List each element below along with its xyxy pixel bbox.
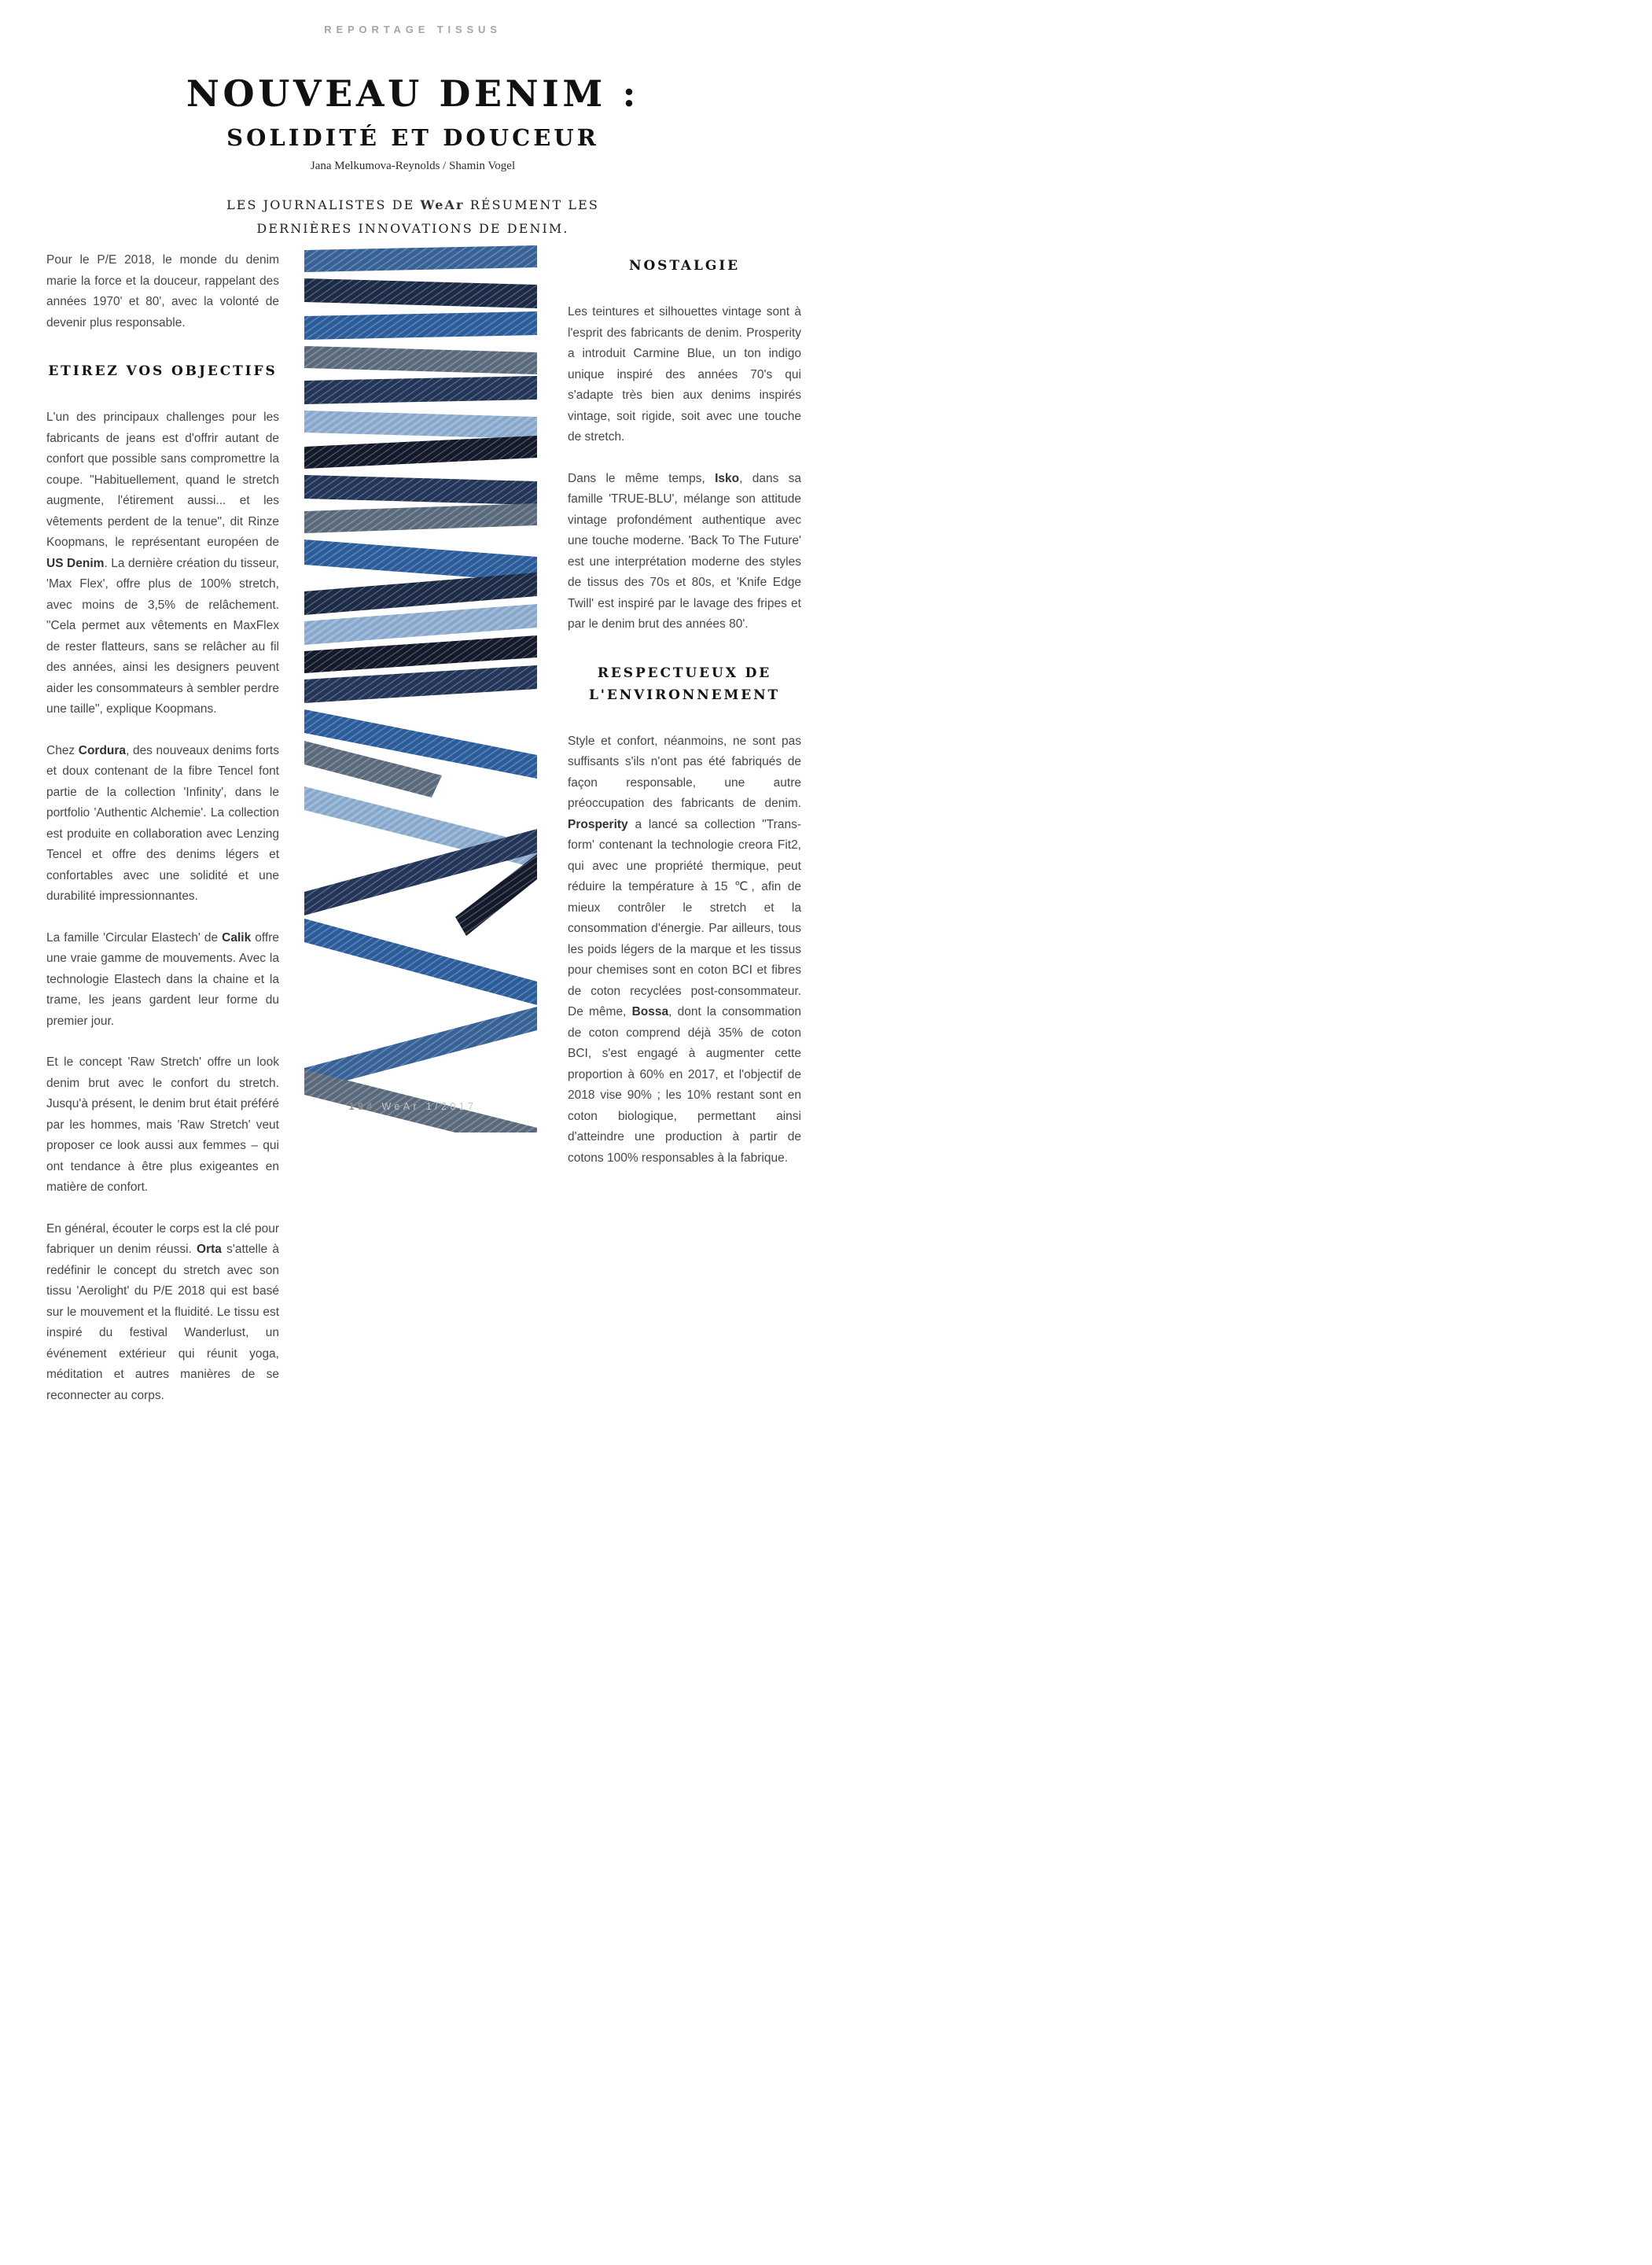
body-paragraph: En général, écouter le corps est la clé pour fabriquer un denim réussi. Orta s'attelle à redéfinir le concept du stretch avec son tissu 'Aerolight' du P/E 2018 qui est basé sur le mouvement et la fluidité. Le tissu est inspiré du festival Wanderlust, un événement extérieur qui réunit yoga, méditation et autres manières de se reconnecter au corps. (46, 1221, 279, 1402)
body-paragraph: Et le concept 'Raw Stretch' offre un look denim brut avec le confort du stretch. Jusqu'à présent, le denim brut était préféré par les hommes, mais 'Raw Stretch' veut proposer ce look aussi aux femmes – qui ont tendance à être plus exigeantes en matière de confort. (46, 1055, 279, 1195)
denim-strip-texture (304, 278, 537, 308)
body-paragraph: L'un des principaux challenges pour les fabricants de jeans est d'offrir autant de confort que possible sans compromettre la coupe. "Habituellement, quand le stretch augmente, l'étirement aussi... et les vêtements perdent de la tenue", dit Rinze Koopmans, le représentant européen de US Denim. La dernière création du tisseur, 'Max Flex', offre plus de 100% stretch, avec moins de 3,5% de relâchement. "Cela permet aux vêtements en MaxFlex de rester flatteurs, sans se relâcher au fil des années, ainsi les designers peuvent aider les consommateurs à sembler perdre une taille", explique Koopmans. (46, 411, 279, 716)
denim-strip-texture (304, 245, 537, 272)
body-paragraph: Les teintures et silhouettes vintage sont à l'esprit des fabricants de denim. Prosperity a introduit Carmine Blue, un ton indigo unique inspiré des années 70's qui s'adapte très bien aux denims inspirés vintage, soit rigide, soit avec une touche de stretch. (568, 305, 801, 444)
page-number: 194 (348, 1101, 376, 1112)
body-paragraph: Pour le P/E 2018, le monde du denim marie la force et la douceur, rappelant des années 1970' et 80', avec la volonté de devenir plus responsable. (46, 253, 279, 330)
column-heading: NOSTALGIE (629, 258, 740, 274)
denim-strip-texture (304, 475, 537, 505)
denim-strip-texture (304, 503, 537, 533)
denim-ribbon-svg (304, 245, 537, 1132)
page-footer (0, 1101, 826, 1112)
intro-deck (0, 193, 826, 240)
denim-strip-texture (304, 311, 537, 340)
denim-ribbon-illustration (304, 245, 537, 1132)
intro-line: DERNIÈRES INNOVATIONS DE DENIM. (256, 220, 569, 236)
denim-strip-texture (304, 411, 537, 439)
magazine-page (0, 0, 826, 1402)
denim-strip-texture (304, 346, 537, 374)
byline: Jana Melkumova-Reynolds / Shamin Vogel (310, 160, 516, 172)
intro-line: LES JOURNALISTES DE WeAr RÉSUMENT LES (226, 197, 599, 212)
denim-strip-texture (304, 376, 537, 404)
denim-strip-texture (304, 436, 537, 469)
article-subtitle: SOLIDITÉ ET DOUCEUR (226, 124, 599, 151)
column-heading: RESPECTUEUX DE L'ENVIRONNEMENT (588, 665, 781, 703)
section-kicker: REPORTAGE TISSUS (324, 24, 502, 35)
right-column (568, 250, 801, 1189)
denim-strip-texture (304, 919, 537, 1005)
denim-strip-texture (304, 665, 537, 703)
body-paragraph: Dans le même temps, Isko, dans sa famille 'TRUE-BLU', mélange son attitude vintage profondément authentique avec une touche moderne. 'Back To The Future' est une interprétation moderne des styles de tissus des 70s et 80s, et 'Knife Edge Twill' est inspiré par le lavage des fripes et par le denim brut des années 80'. (568, 471, 801, 632)
magazine-issue: WeAr 1/2017 (381, 1101, 477, 1112)
body-paragraph: La famille 'Circular Elastech' de Calik offre une vraie gamme de mouvements. Avec la technologie Elastech dans la chaine et la trame, les jeans gardent leur forme du premier jour. (46, 930, 279, 1028)
body-paragraph: Style et confort, néanmoins, ne sont pas suffisants s'ils n'ont pas été fabriqués de façon responsable, une autre préoccupation des fabricants de denim. Prosperity a lancé sa collection "Trans-form' contenant la technologie creora Fit2, qui avec une propriété thermique, peut réduire la température à 15 ℃, afin de mieux contrôler le stretch et la consommation d'énergie. Par ailleurs, tous les poids légers de la marque et les tissus pour chemises sont en coton BCI et fibres de coton recyclées post-consommateur. De même, Bossa, dont la consommation de coton comprend déjà 35% de coton BCI, s'est engagé à augmenter cette proportion à 60% en 2017, et l'objectif de 2018 vise 90% ; les 10% restant sont en coton biologique, permettant ainsi d'atteindre une production à partir de cotons 100% responsables à la fabrique. (568, 734, 801, 1165)
article-title: NOUVEAU DENIM : (186, 72, 640, 115)
column-heading: ETIREZ VOS OBJECTIFS (48, 363, 278, 379)
left-column (46, 250, 279, 1427)
body-paragraph: Chez Cordura, des nouveaux denims forts et doux contenant de la fibre Tencel font partie de la collection 'Infinity', dans le portfolio 'Authentic Alchemie'. La collection est produite en collaboration avec Lenzing Tencel et offre des denims légers et confortables avec une solidité et une durabilité impressionnantes. (46, 743, 279, 904)
